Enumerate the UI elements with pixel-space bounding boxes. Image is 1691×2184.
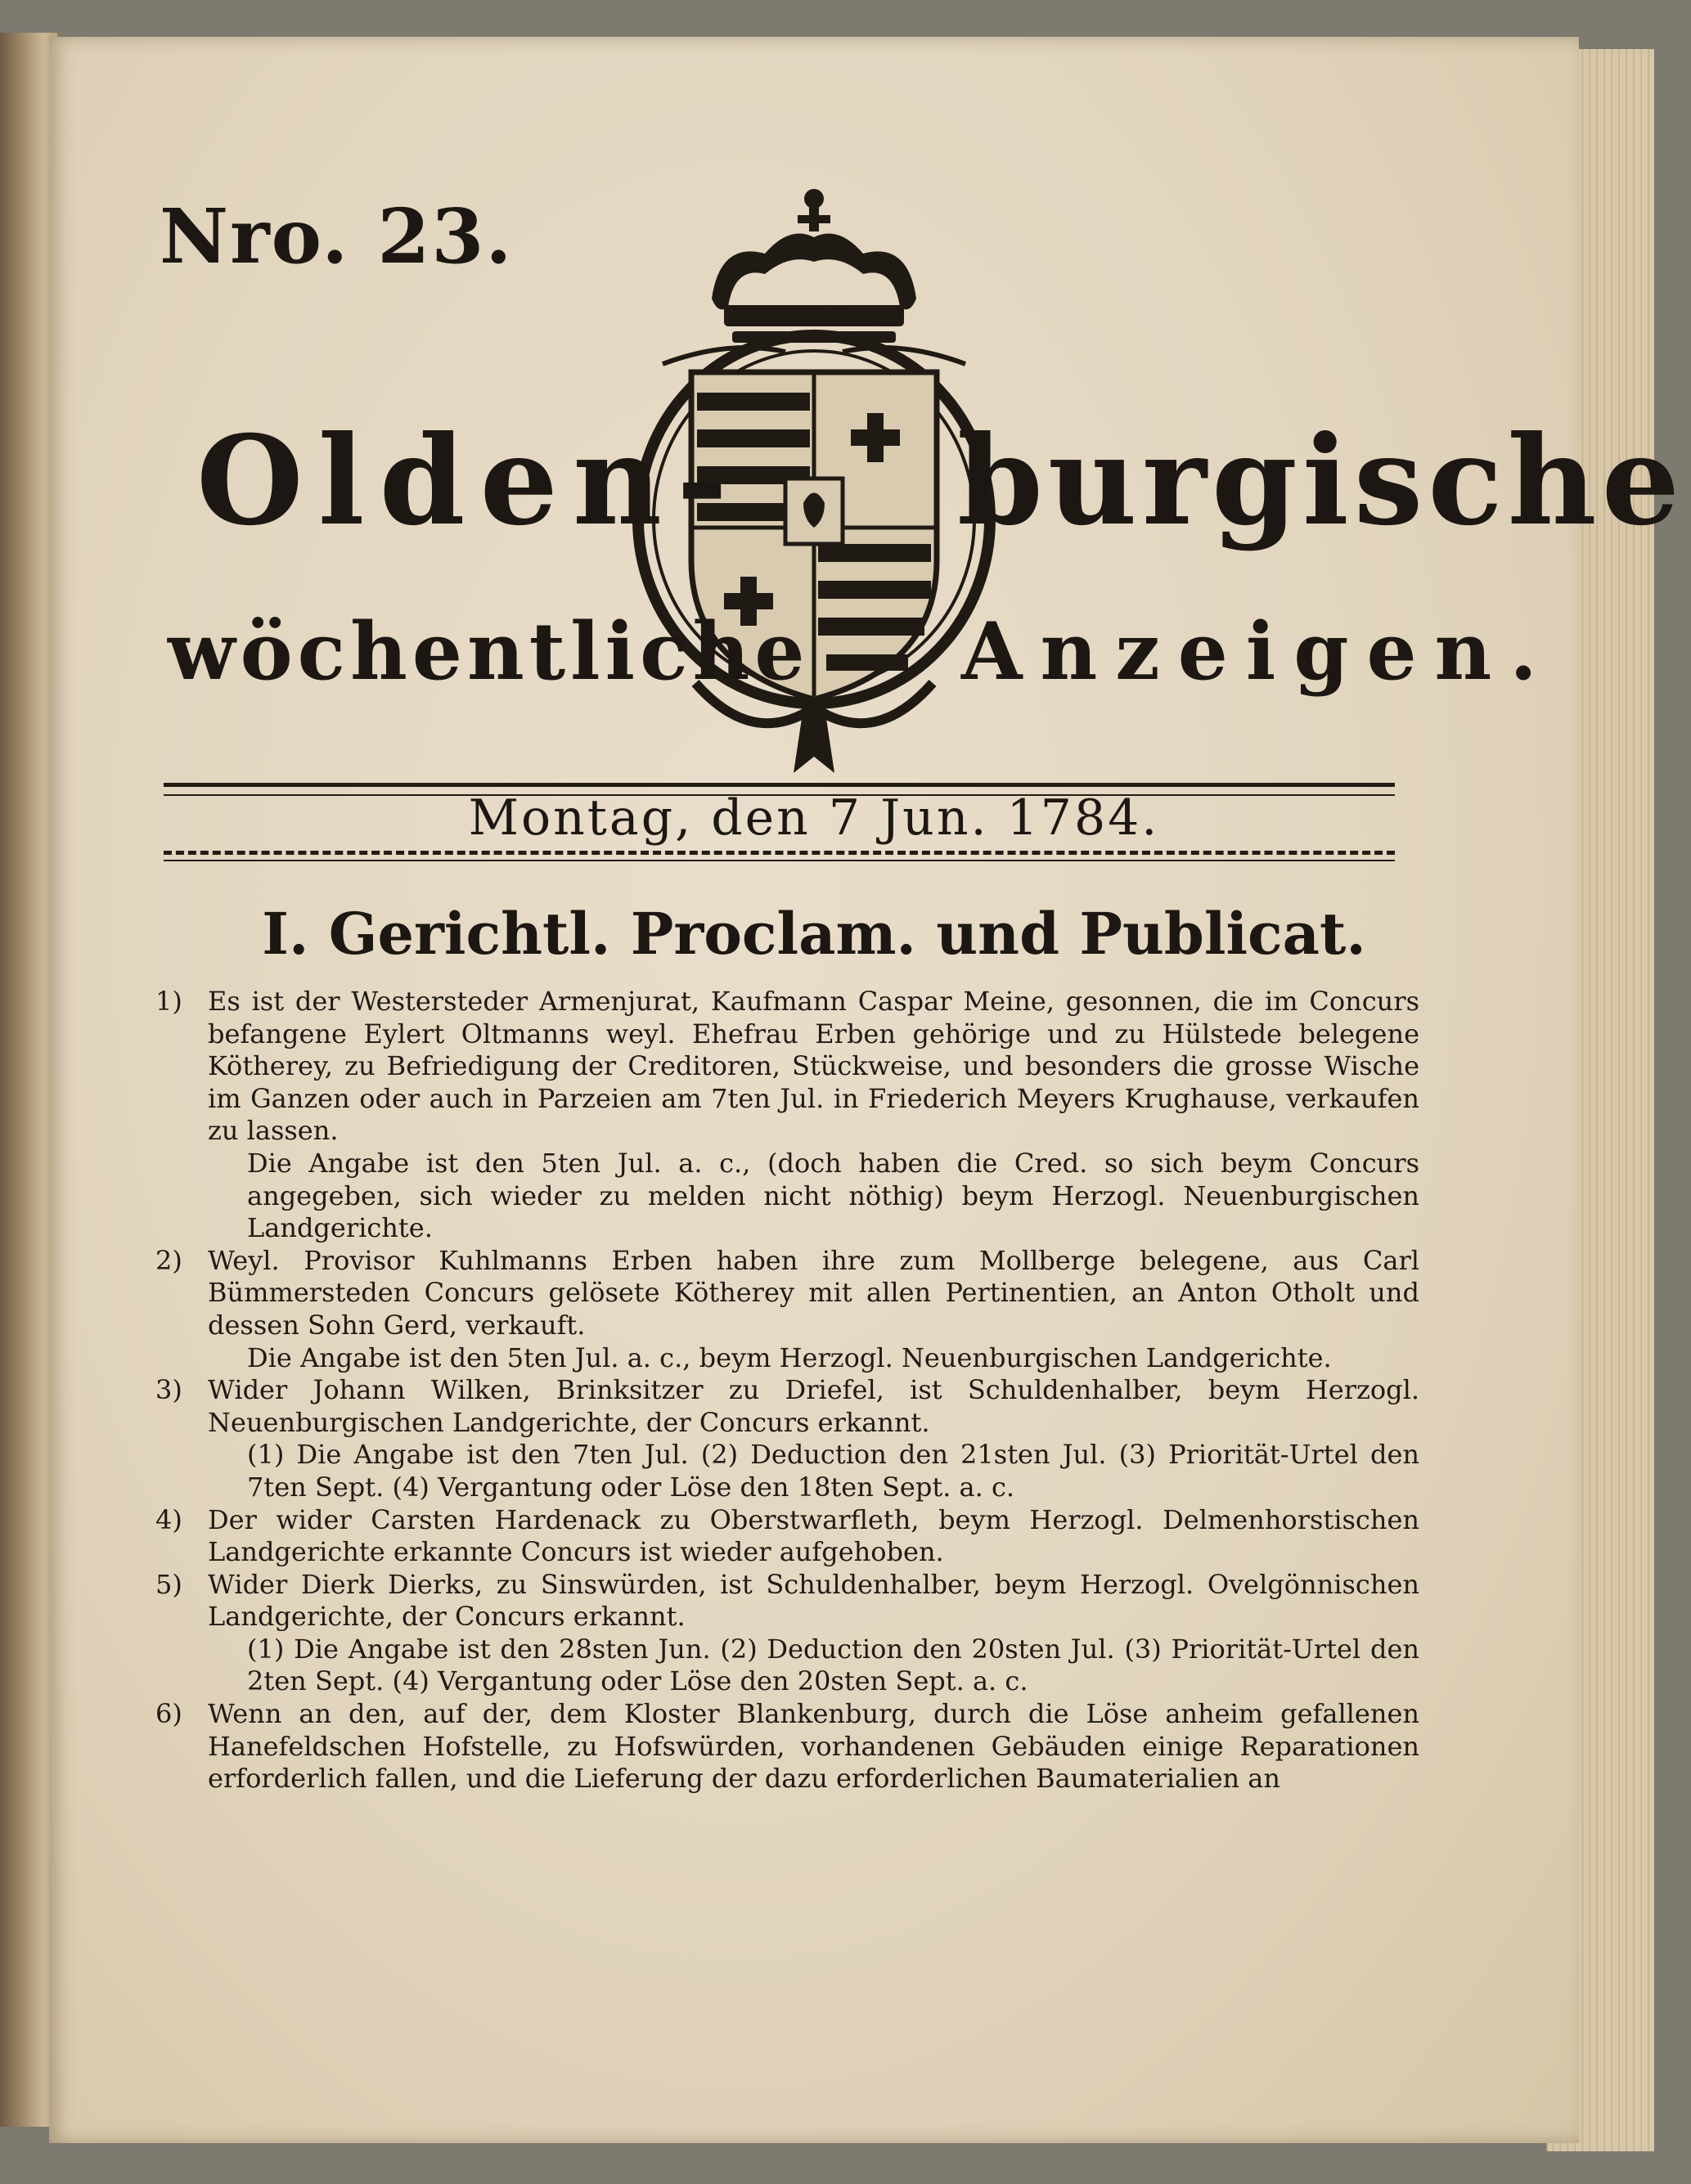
entry-text: Es ist der Westersteder Armenjurat, Kaufmann Caspar Meine, gesonnen, die im Concurs befangene Eylert Oltmanns weyl. Ehefrau Erben gehörige und zu Hülstede belegene Kötherey, zu Befriedigung der Creditoren, Stückweise, und besonders die grosse Wische im Ganzen oder auch in Parzeien am 7ten Jul. in Friederich Meyers Krughause, verkaufen zu lassen. (208, 986, 1419, 1147)
top-rule (164, 783, 1395, 787)
bottom-rule-thin (164, 860, 1395, 861)
entry-number: 4) (155, 1503, 182, 1535)
dateline: Montag, den 7 Jun. 1784. (468, 789, 1160, 847)
newspaper-page (49, 37, 1685, 2143)
entry-4 (155, 1504, 1419, 1569)
title-anzeigen: Anzeigen. (961, 605, 1555, 698)
issue-number: Nro. 23. (160, 192, 514, 281)
title-olden: Olden- (196, 409, 743, 553)
entry-number: 6) (155, 1698, 182, 1730)
entry-text: Wider Dierk Dierks, zu Sinswürden, ist Schuldenhalber, beym Herzogl. Ovelgönnischen Landgerichte, der Concurs erkannt. (208, 1568, 1419, 1633)
section-heading: I. Gerichtl. Proclam. und Publicat. (262, 900, 1366, 968)
entry-subtext: (1) Die Angabe ist den 7ten Jul. (2) Deduction den 21sten Jul. (3) Priorität-Urtel den 7ten Sept. (4) Vergantung oder Löse den 18ten Sept. a. c. (247, 1439, 1419, 1503)
bottom-rule (164, 851, 1395, 855)
entry-2 (155, 1245, 1419, 1374)
title-woechentliche: wöchentliche (168, 605, 810, 698)
entry-text: Wider Johann Wilken, Brinksitzer zu Driefel, ist Schuldenhalber, beym Herzogl. Neuenburgischen Landgerichte, der Concurs erkannt. (208, 1374, 1419, 1438)
entry-number: 5) (155, 1568, 182, 1600)
entry-3 (155, 1374, 1419, 1503)
article-body (155, 986, 1419, 1795)
entry-number: 2) (155, 1244, 182, 1276)
entry-5 (155, 1569, 1419, 1698)
entry-number: 3) (155, 1374, 182, 1406)
entry-6 (155, 1698, 1419, 1795)
entry-subtext: Die Angabe ist den 5ten Jul. a. c., beym Herzogl. Neuenburgischen Landgerichte. (247, 1341, 1332, 1373)
entry-1 (155, 986, 1419, 1245)
entry-subtext: Die Angabe ist den 5ten Jul. a. c., (doch haben die Cred. so sich beym Concurs angegeben, sich wieder zu melden nicht nöthig) beym Herzogl. Neuenburgischen Landgerichte. (247, 1147, 1419, 1244)
entry-text: Wenn an den, auf der, dem Kloster Blankenburg, durch die Löse anheim gefallenen Hanefeldschen Hofstelle, zu Hofswürden, vorhandenen Gebäuden einige Reparationen erforderlich fallen, und die Lieferung der dazu erforderlichen Baumaterialien an (208, 1698, 1419, 1795)
entry-subtext: (1) Die Angabe ist den 28sten Jun. (2) Deduction den 20sten Jul. (3) Priorität-Urtel den 2ten Sept. (4) Vergantung oder Löse den 20sten Sept. a. c. (247, 1633, 1419, 1697)
title-burgische: burgische (957, 409, 1685, 553)
entry-text: Der wider Carsten Hardenack zu Oberstwarfleth, beym Herzogl. Delmenhorstischen Landgerichte erkannte Concurs ist wieder aufgehoben. (208, 1503, 1419, 1568)
entry-text: Weyl. Provisor Kuhlmanns Erben haben ihre zum Mollberge belegene, aus Carl Bümmersteden Concurs gelösete Kötherey mit allen Pertinentien, an Anton Otholt und dessen Sohn Gerd, verkauft. (208, 1244, 1419, 1341)
entry-number: 1) (155, 986, 182, 1017)
